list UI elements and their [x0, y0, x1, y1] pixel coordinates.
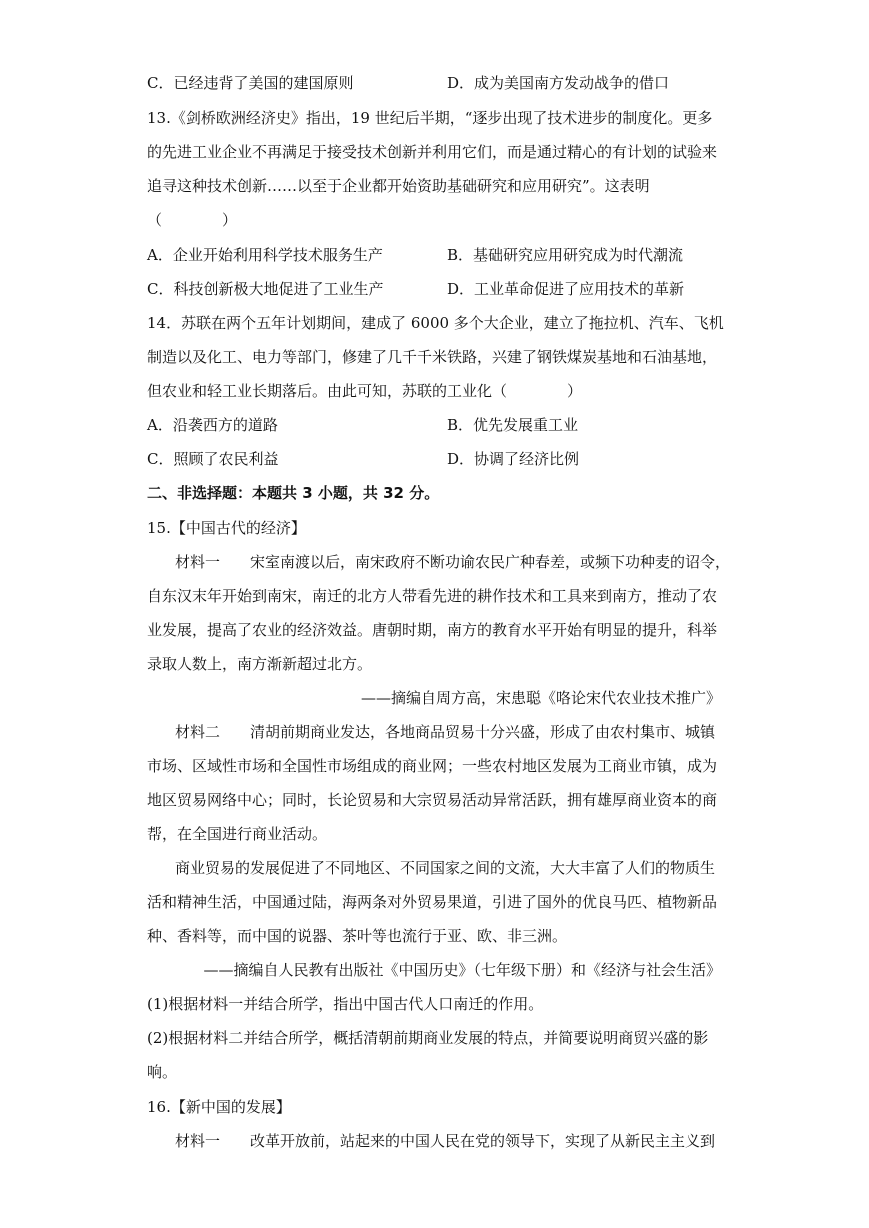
q15-subquestion-1: (1)根据材料一并结合所学，指出中国古代人口南迁的作用。 [147, 995, 544, 1013]
q14-option-b[interactable]: B．优先发展重工业 [447, 416, 579, 434]
q12-option-d[interactable]: D．成为美国南方发动战争的借口 [447, 74, 670, 92]
q14-option-a[interactable]: A．沿袭西方的道路 [147, 416, 278, 434]
q15-material2-line-4: 帮，在全国进行商业活动。 [147, 825, 328, 843]
q15-material1-line-2: 自东汉末年开始到南宋，南迁的北方人带看先进的耕作技术和工具来到南方，推动了农 [147, 587, 718, 605]
q15-material1-line-3: 业发展，提高了农业的经济效益。唐朝时期，南方的教育水平开始有明显的提升，科举 [147, 621, 718, 639]
q14-stem-line-3: 但农业和轻工业长期落后。由此可知，苏联的工业化（ ） [147, 382, 583, 400]
q14-option-d[interactable]: D．协调了经济比例 [447, 450, 580, 468]
q14-option-c[interactable]: C．照顾了农民利益 [147, 450, 279, 468]
q13-stem-line-1: 13.《剑桥欧洲经济史》指出，19 世纪后半期，“逐步出现了技术进步的制度化。更多 [147, 109, 713, 127]
q15-material2-source: ——摘编自人民教有出版社《中国历史》（七年级下册）和《经济与社会生活》 [203, 961, 721, 979]
q14-stem-line-2: 制造以及化工、电力等部门，修建了几千千米铁路，兴建了钢铁煤炭基地和石油基地， [147, 348, 718, 366]
q13-option-c[interactable]: C．科技创新极大地促进了工业生产 [147, 280, 384, 298]
q13-answer-blank: （ ） [147, 211, 238, 229]
q13-option-a[interactable]: A．企业开始利用科学技术服务生产 [147, 246, 383, 264]
q16-title: 16.【新中国的发展】 [147, 1098, 291, 1116]
q16-material1-line-1: 材料一 改革开放前，站起来的中国人民在党的领导下，实现了从新民主主义到 [175, 1132, 716, 1150]
q15-material1-line-1: 材料一 宋室南渡以后，南宋政府不断功谕农民广种春差，或频下功种麦的诏令， [175, 553, 731, 571]
q14-stem-line-1: 14．苏联在两个五年计划期间，建成了 6000 多个大企业，建立了拖拉机、汽车、飞机 [147, 314, 724, 332]
q13-stem-line-3: 追寻这种技术创新……以至于企业都开始资助基础研究和应用研究”。这表明 [147, 177, 650, 195]
q13-option-b[interactable]: B．基础研究应用研究成为时代潮流 [447, 246, 684, 264]
q15-title: 15.【中国古代的经济】 [147, 519, 306, 537]
q15-material2-line-3: 地区贸易网络中心；同时，长论贸易和大宗贸易活动异常活跃，拥有雄厚商业资本的商 [147, 791, 718, 809]
q15-material2b-line-1: 商业贸易的发展促进了不同地区、不同国家之间的文流，大大丰富了人们的物质生 [175, 859, 716, 877]
q15-material2b-line-2: 活和精神生活，中国通过陆，海两条对外贸易果道，引进了国外的优良马匹、植物新品 [147, 893, 718, 911]
section-heading: 二、非选择题：本题共 3 小题，共 32 分。 [147, 484, 440, 502]
q15-subquestion-2-line-1: (2)根据材料二并结合所学，概括清朝前期商业发展的特点，并简要说明商贸兴盛的影 [147, 1029, 709, 1047]
q15-material2-line-2: 市场、区域性市场和全国性市场组成的商业网；一些农村地区发展为工商业市镇，成为 [147, 757, 718, 775]
q13-stem-line-2: 的先进工业企业不再满足于接受技术创新并利用它们，而是通过精心的有计划的试验来 [147, 143, 718, 161]
q12-option-c[interactable]: C．已经违背了美国的建国原则 [147, 74, 354, 92]
q15-material1-source: ——摘编自周方高，宋患聪《咯论宋代农业技术推广》 [360, 689, 721, 707]
q15-material2b-line-3: 种、香料等，而中国的说器、茶叶等也流行于亚、欧、非三洲。 [147, 927, 568, 945]
q13-option-d[interactable]: D．工业革命促进了应用技术的革新 [447, 280, 685, 298]
q15-material2-line-1: 材料二 清胡前期商业发达，各地商品贸易十分兴盛，形成了由农村集市、城镇 [175, 723, 716, 741]
q15-subquestion-2-line-2: 响。 [147, 1063, 178, 1081]
q15-material1-line-4: 录取人数上，南方渐新超过北方。 [147, 655, 373, 673]
